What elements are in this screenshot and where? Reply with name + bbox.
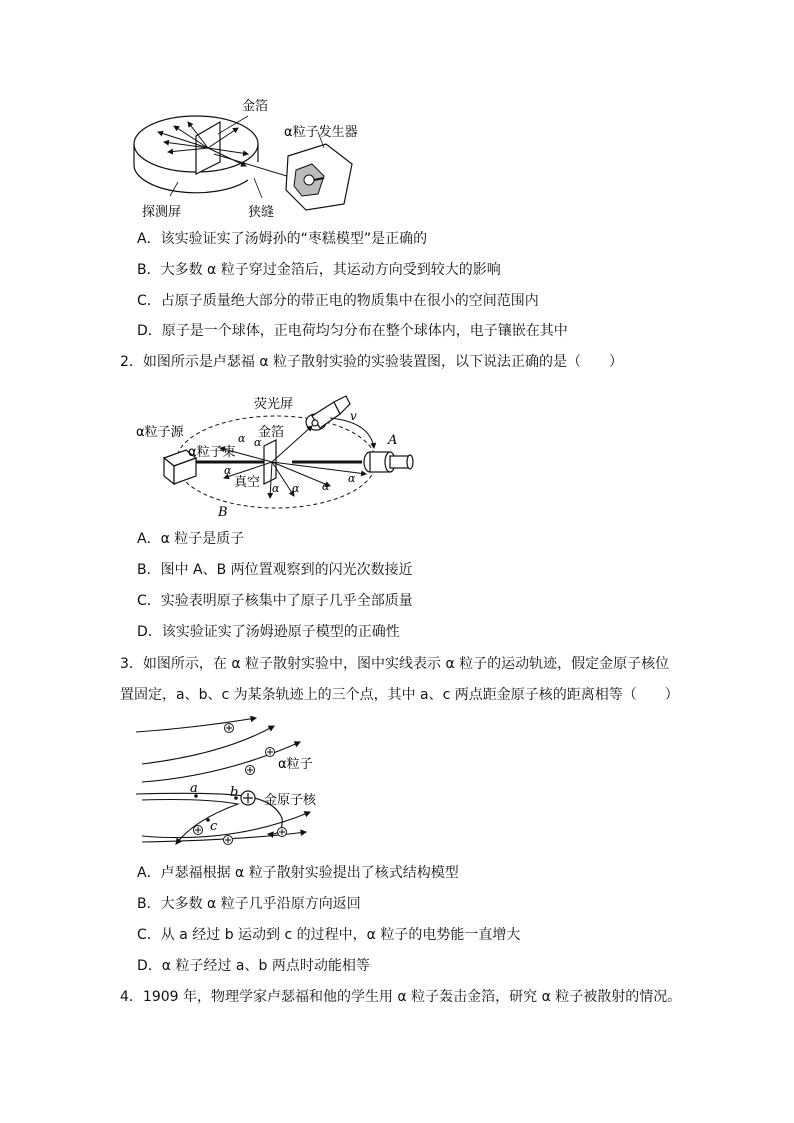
q4-stem: 4．1909 年，物理学家卢瑟福和他的学生用 α 粒子轰击金箔，研究 α 粒子被散射的情况。	[120, 989, 682, 1005]
alpha-3: α	[224, 464, 232, 477]
label-slit: 狭缝	[248, 205, 275, 220]
label-alpha-generator: α粒子发生器	[284, 125, 358, 140]
alpha-trajectories	[136, 718, 310, 844]
label-gold-nucleus: 金原子核	[264, 793, 317, 808]
alpha-5: α	[292, 482, 300, 495]
label-screen: 荧光屏	[254, 397, 294, 412]
label-beam: α粒子束	[188, 445, 236, 460]
label-b: B	[218, 505, 228, 520]
alpha-2: α	[254, 436, 262, 449]
label-alpha-particle: α粒子	[278, 757, 313, 772]
label-detector-screen: 探测屏	[142, 205, 182, 220]
label-point-c: c	[210, 819, 218, 834]
q2-option-d: D．该实验证实了汤姆逊原子模型的正确性	[137, 624, 400, 640]
q2-option-a: A．α 粒子是质子	[137, 531, 245, 547]
q1-option-c: C．占原子质量绝大部分的带正电的物质集中在很小的空间范围内	[137, 293, 539, 309]
q3-stem-line2: 置固定，a、b、c 为某条轨迹上的三个点，其中 a、c 两点距金原子核的距离相等（ ）	[120, 687, 679, 703]
q3-option-b: B．大多数 α 粒子几乎沿原方向返回	[137, 896, 361, 912]
q3-stem-line1: 3．如图所示，在 α 粒子散射实验中，图中实线表示 α 粒子的运动轨迹，假定金原子核位	[120, 656, 670, 672]
label-foil: 金箔	[258, 425, 285, 440]
figure-3-alpha-trajectories	[134, 716, 364, 856]
q1-option-d: D．原子是一个球体，正电荷均匀分布在整个球体内，电子镶嵌在其中	[137, 323, 568, 339]
gold-nucleus	[241, 791, 255, 805]
label-gold-foil: 金箔	[242, 99, 269, 114]
label-a: A	[388, 433, 398, 448]
detector-at-a	[364, 452, 413, 472]
alpha-source-box	[286, 144, 352, 210]
q3-option-a: A．卢瑟福根据 α 粒子散射实验提出了核式结构模型	[137, 865, 459, 881]
alpha-7: α	[348, 472, 356, 485]
q1-option-b: B．大多数 α 粒子穿过金箔后，其运动方向受到较大的影响	[137, 262, 501, 278]
alpha-1: α	[238, 432, 246, 445]
label-vacuum: 真空	[234, 475, 261, 490]
figure-1-gold-foil-apparatus	[128, 92, 368, 222]
label-v: v	[350, 409, 357, 423]
q2-option-c: C．实验表明原子核集中了原子几乎全部质量	[137, 593, 413, 609]
figure-2-rutherford-apparatus	[134, 378, 424, 520]
label-point-b: b	[230, 785, 239, 800]
label-point-a: a	[190, 781, 198, 796]
alpha-6: α	[322, 480, 330, 493]
fluorescent-screen-microscope	[306, 396, 350, 430]
q3-option-d: D．α 粒子经过 a、b 两点时动能相等	[137, 958, 370, 974]
q3-option-c: C．从 a 经过 b 运动到 c 的过程中，α 粒子的电势能一直增大	[137, 927, 521, 943]
alpha-4: α	[272, 482, 280, 495]
q1-option-a: A．该实验证实了汤姆孙的“枣糕模型”是正确的	[137, 231, 428, 247]
q2-option-b: B．图中 A、B 两位置观察到的闪光次数接近	[137, 562, 413, 578]
q2-stem: 2．如图所示是卢瑟福 α 粒子散射实验的实验装置图，以下说法正确的是（ ）	[120, 354, 624, 370]
label-alpha-source: α粒子源	[136, 425, 184, 440]
